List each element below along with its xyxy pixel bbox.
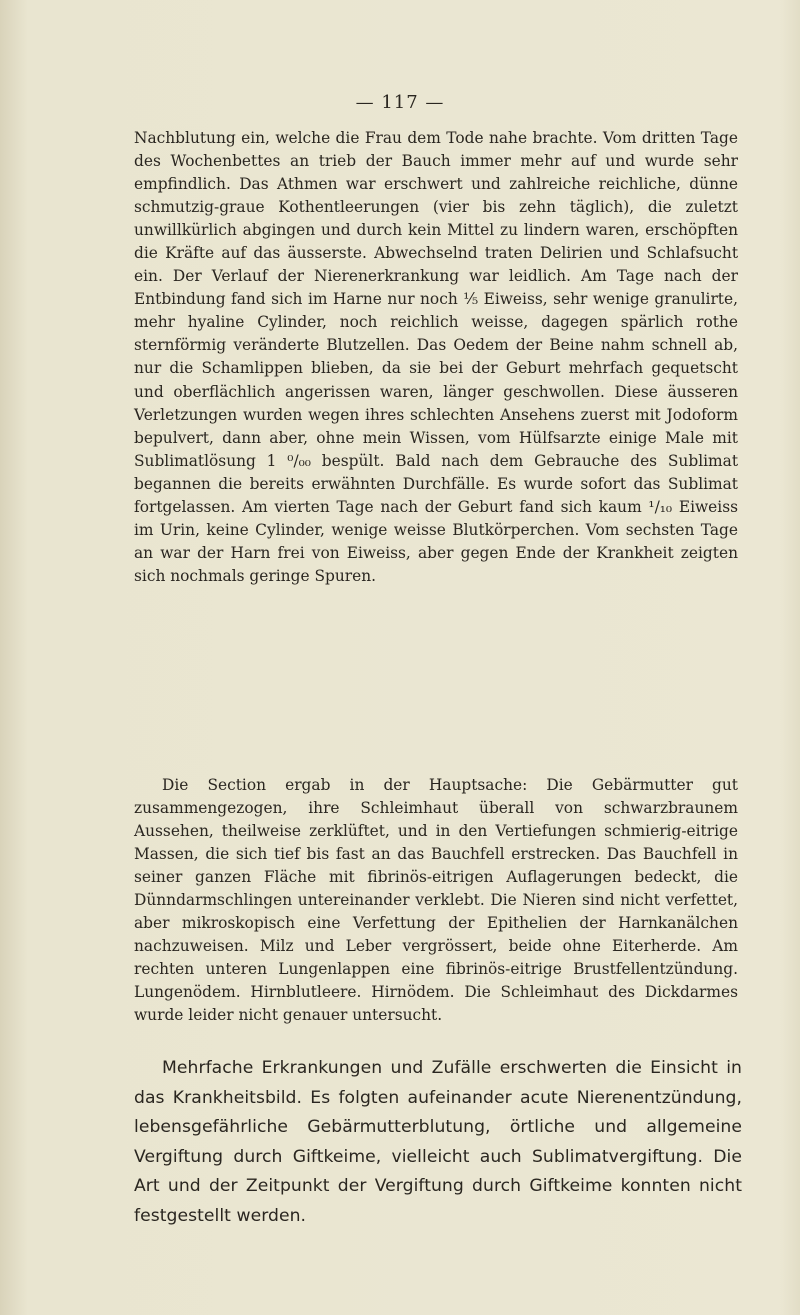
paragraph-conclusion: Mehrfache Erkrankungen und Zufälle erschwerten die Einsicht in das Krankheitsbild. Es folgten aufeinander acute Nierenentzündung, lebensgefährliche Gebärmutterblutung, örtliche und allgemeine Vergiftung durch Giftkeime, vielleicht auch Sublimatvergiftung. Die Art und der Zeitpunkt der Vergiftung durch Giftkeime konnten nicht festgestellt werden. (134, 1058, 742, 1226)
page-number: — 117 — (355, 92, 445, 113)
paragraph-case-course: Nachblutung ein, welche die Frau dem Tode nahe brachte. Vom dritten Tage des Wochenbettes an trieb der Bauch immer mehr auf und wurde sehr empfindlich. Das Athmen war erschwert und zahlreiche reichliche, dünne schmutzig-graue Kothentleerungen (vier bis zehn täglich), die zuletzt unwillkürlich abgingen und durch kein Mittel zu lindern waren, erschöpften die Kräfte auf das äusserste. Abwechselnd traten Delirien und Schlafsucht ein. Der Verlauf der Nierenerkrankung war leidlich. Am Tage nach der Entbindung fand sich im Harne nur noch ⅕ Eiweiss, sehr wenige granulirte, mehr hyaline Cylinder, noch reichlich weisse, dagegen spärlich rothe sternförmig veränderte Blutzellen. Das Oedem der Beine nahm schnell ab, nur die Schamlippen blieben, da sie bei der Geburt mehrfach gequetscht und oberflächlich angerissen waren, länger geschwollen. Diese äusseren Verletzungen wurden wegen ihres schlechten Ansehens zuerst mit Jodoform bepulvert, dann aber, ohne mein Wissen, vom Hülfsarzte einige Male mit Sublimatlösung 1 ⁰/₀₀ bespült. Bald nach dem Gebrauche des Sublimat begannen die bereits erwähnten Durchfälle. Es wurde sofort das Sublimat fortgelassen. Am vierten Tage nach der Geburt fand sich kaum ¹/₁₀ Eiweiss im Urin, keine Cylinder, wenige weisse Blutkörperchen. Vom sechsten Tage an war der Harn frei von Eiweiss, aber gegen Ende der Krankheit zeigten sich nochmals geringe Spuren. (134, 129, 738, 585)
paragraph-autopsy: Die Section ergab in der Hauptsache: Die Gebärmutter gut zusammengezogen, ihre Schleimhaut überall von schwarzbraunem Aussehen, theilweise zerklüftet, und in den Vertiefungen schmierig-eitrige Massen, die sich tief bis fast an das Bauchfell erstrecken. Das Bauchfell in seiner ganzen Fläche mit fibrinös-eitrigen Auflagerungen bedeckt, die Dünndarmschlingen untereinander verklebt. Die Nieren sind nicht verfettet, aber mikroskopisch eine Verfettung der Epithelien der Harnkanälchen nachzuweisen. Milz und Leber vergrössert, beide ohne Eiterherde. Am rechten unteren Lungenlappen eine fibrinös-eitrige Brustfellentzündung. Lungenödem. Hirnblutleere. Hirnödem. Die Schleimhaut des Dickdarmes wurde leider nicht genauer untersucht. (134, 776, 738, 1025)
